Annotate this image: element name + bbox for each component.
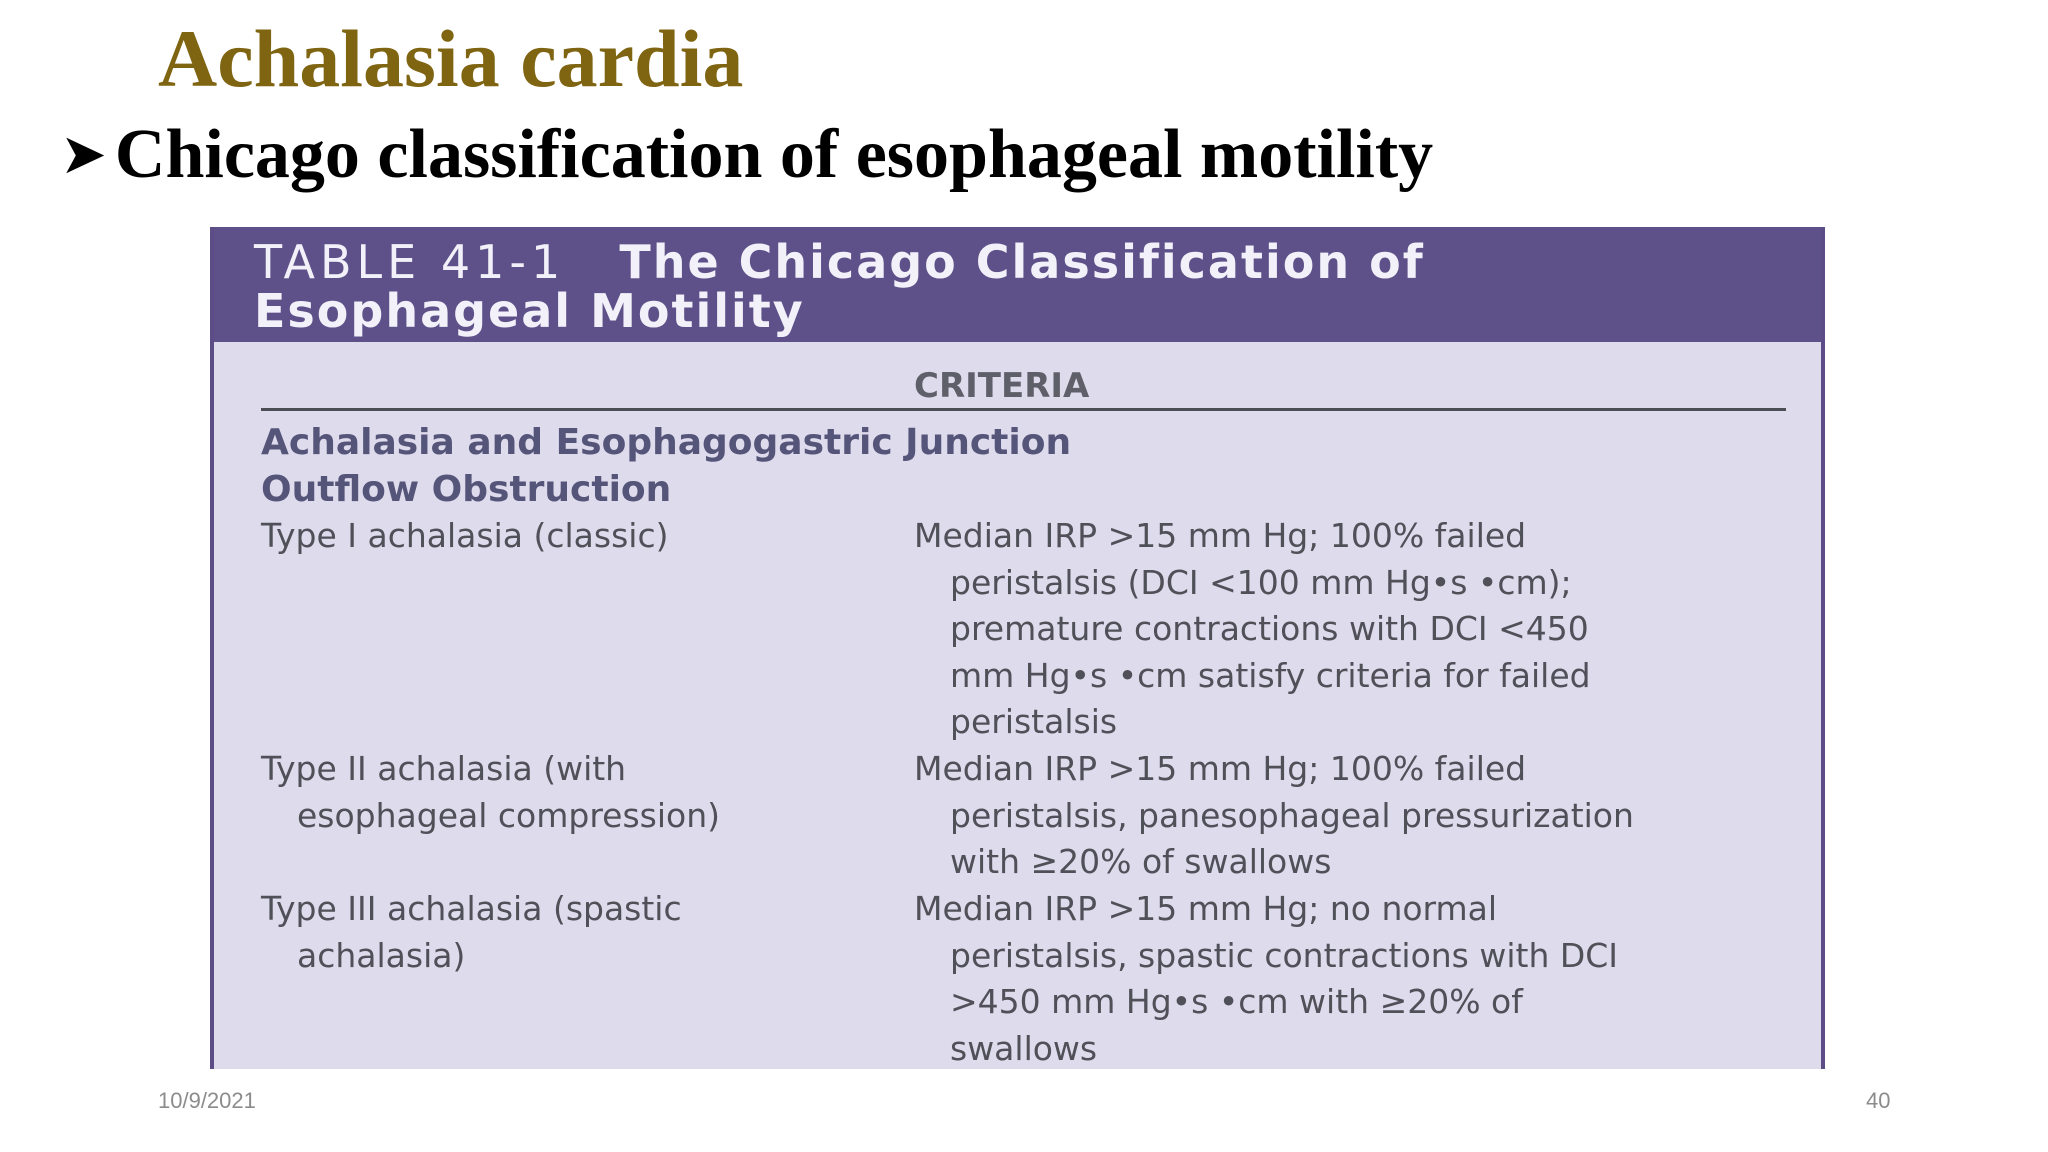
table-title-line1 bbox=[254, 235, 1425, 289]
bullet-text: Chicago classification of esophageal motility bbox=[114, 116, 1434, 193]
criteria-line: peristalsis, panesophageal pressurization bbox=[950, 795, 1634, 835]
section-heading-line2: Outflow Obstruction bbox=[261, 469, 672, 510]
criteria-line: Median IRP >15 mm Hg; 100% failed bbox=[914, 516, 1527, 555]
criteria-line: Median IRP >15 mm Hg; no normal bbox=[914, 889, 1498, 928]
arrowhead-bullet-icon: ➤ bbox=[60, 122, 107, 187]
criteria-line: Median IRP >15 mm Hg; 100% failed bbox=[914, 749, 1527, 788]
criteria-column-header: CRITERIA bbox=[914, 366, 1090, 406]
row-label bbox=[261, 513, 861, 560]
criteria-line: mm Hg•s •cm satisfy criteria for failed bbox=[950, 655, 1591, 695]
row-label-line: achalasia) bbox=[297, 935, 466, 975]
criteria-line: peristalsis, spastic contractions with DCI bbox=[950, 935, 1619, 975]
criteria-line: >450 mm Hg•s •cm with ≥20% of bbox=[950, 982, 1523, 1021]
table-title-part1: The Chicago Classification of bbox=[619, 235, 1425, 289]
criteria-line: premature contractions with DCI <450 bbox=[950, 609, 1589, 648]
row-label-line: Type II achalasia (with bbox=[261, 749, 627, 788]
section-heading-line1: Achalasia and Esophagogastric Junction bbox=[261, 422, 1072, 463]
row-label-line: esophageal compression) bbox=[297, 795, 721, 835]
row-label bbox=[261, 886, 861, 979]
table-image bbox=[210, 227, 1825, 1069]
row-label-line: Type III achalasia (spastic bbox=[261, 889, 682, 928]
row-label-line: Type I achalasia (classic) bbox=[261, 516, 669, 555]
row-criteria bbox=[914, 746, 1814, 886]
page-number: 40 bbox=[1866, 1088, 1891, 1113]
criteria-line: peristalsis (DCI <100 mm Hg•s •cm); bbox=[950, 562, 1572, 602]
criteria-line: with ≥20% of swallows bbox=[950, 842, 1332, 881]
table-number: TABLE 41-1 bbox=[254, 235, 566, 289]
criteria-line: peristalsis bbox=[950, 702, 1118, 741]
header-rule bbox=[261, 408, 1786, 411]
row-criteria bbox=[914, 886, 1814, 1069]
slide-title: Achalasia cardia bbox=[158, 13, 744, 104]
bullet-line bbox=[60, 116, 1434, 193]
table-title-line2: Esophageal Motility bbox=[254, 284, 805, 338]
row-criteria bbox=[914, 513, 1814, 746]
footer-date: 10/9/2021 bbox=[158, 1088, 256, 1113]
criteria-line: swallows bbox=[950, 1028, 1098, 1068]
table-header bbox=[214, 227, 1821, 342]
row-label bbox=[261, 746, 861, 839]
